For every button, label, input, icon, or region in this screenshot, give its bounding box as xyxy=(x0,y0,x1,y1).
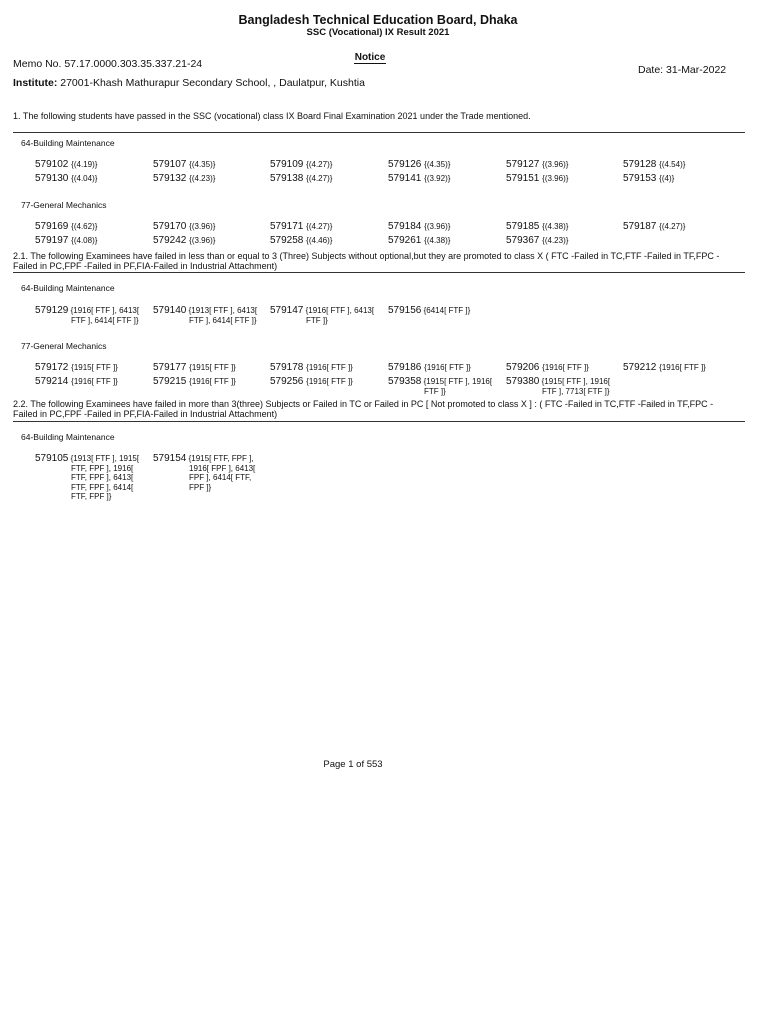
result-entry xyxy=(35,363,118,373)
result-entry xyxy=(506,174,568,184)
result-detail: {(4.35)} xyxy=(424,160,451,169)
result-detail: {1916[ FTF ]} xyxy=(189,377,236,386)
result-detail: {6414[ FTF ]} xyxy=(423,306,471,315)
result-entry xyxy=(153,377,236,387)
roll-number: 579105 xyxy=(35,453,69,464)
roll-number: 579107 xyxy=(153,159,187,170)
roll-number: 579129 xyxy=(35,305,69,316)
roll-number: 579185 xyxy=(506,221,540,232)
exam-title: SSC (Vocational) IX Result 2021 xyxy=(306,27,450,38)
result-detail-continued: FTF ], 6414[ FTF ]} xyxy=(189,315,257,325)
result-detail: {1915[ FTF ], 1916[ xyxy=(541,377,611,386)
roll-number: 579126 xyxy=(388,159,422,170)
result-entry xyxy=(388,174,450,184)
roll-number: 579171 xyxy=(270,221,304,232)
result-entry xyxy=(35,306,151,325)
result-detail: {1916[ FTF ], 6413[ xyxy=(305,306,375,315)
institute-value: 27001-Khash Mathurapur Secondary School, , Daulatpur, Kushtia xyxy=(60,77,365,89)
roll-number: 579380 xyxy=(506,376,540,387)
notice-label: Notice xyxy=(354,52,386,63)
result-detail-continued: FTF ], 6414[ FTF ]} xyxy=(71,315,139,325)
result-entry xyxy=(270,306,386,325)
result-entry xyxy=(388,160,450,170)
result-detail: {(3.96)} xyxy=(424,222,451,231)
roll-number: 579140 xyxy=(153,305,187,316)
result-detail: {(4.38)} xyxy=(542,222,569,231)
page-number: Page 1 of 553 xyxy=(323,759,383,770)
section-passed-text: 1. The following students have passed in the SSC (vocational) class IX Board Final Examination 2021 under the Trade mentioned. xyxy=(13,111,531,121)
roll-number: 579127 xyxy=(506,159,540,170)
result-detail: {1916[ FTF ]} xyxy=(306,377,353,386)
result-detail: {(4.35)} xyxy=(189,160,216,169)
result-detail: {(4.46)} xyxy=(306,236,333,245)
result-detail: {(4.62)} xyxy=(71,222,98,231)
result-detail: {(4.27)} xyxy=(306,222,333,231)
result-entry xyxy=(153,174,215,184)
board-title: Bangladesh Technical Education Board, Dhaka xyxy=(238,13,518,27)
trade-heading: 77-General Mechanics xyxy=(21,341,107,351)
roll-number: 579170 xyxy=(153,221,187,232)
institute-label: Institute: xyxy=(13,77,58,89)
result-entry xyxy=(388,363,471,373)
result-detail: {(4)} xyxy=(659,174,675,183)
result-detail-continued: FTF ], 7713[ FTF ]} xyxy=(542,386,610,396)
section-divider xyxy=(13,421,745,422)
result-entry xyxy=(506,363,589,373)
result-detail-continued: FTF ]} xyxy=(424,386,446,396)
result-detail: {1915[ FTF, FPF ], xyxy=(188,454,254,463)
result-entry xyxy=(388,236,450,246)
result-entry xyxy=(623,160,685,170)
roll-number: 579169 xyxy=(35,221,69,232)
roll-number: 579256 xyxy=(270,376,304,387)
result-detail: {1916[ FTF ]} xyxy=(542,363,589,372)
result-entry xyxy=(35,454,151,502)
result-detail: {1916[ FTF ]} xyxy=(659,363,706,372)
result-entry xyxy=(153,236,215,246)
result-entry xyxy=(35,160,97,170)
result-detail-continued: FPF ], 6414[ FTF, xyxy=(189,473,252,482)
section-not-promoted-text: 2.2. The following Examinees have failed in more than 3(three) Subjects or Failed in TC or Failed in PC [ Not promoted to class X ] : ( FTC -Failed in TC,FTF -Failed in TF,FPC -Failed in PC,FPF -Failed in PF,FIA-Failed in Industrial Attachment) xyxy=(13,399,714,419)
roll-number: 579109 xyxy=(270,159,304,170)
result-detail: {1915[ FTF ]} xyxy=(189,363,236,372)
result-entry xyxy=(270,222,332,232)
roll-number: 579147 xyxy=(270,305,304,316)
result-entry xyxy=(623,222,685,232)
roll-number: 579178 xyxy=(270,362,304,373)
result-entry xyxy=(153,363,236,373)
result-detail: {(4.08)} xyxy=(71,236,98,245)
section-divider xyxy=(13,272,745,273)
roll-number: 579141 xyxy=(388,173,422,184)
result-detail: {1915[ FTF ], 1916[ xyxy=(423,377,493,386)
result-entry xyxy=(153,306,269,325)
result-detail: {(3.96)} xyxy=(189,222,216,231)
roll-number: 579153 xyxy=(623,173,657,184)
result-detail: {1916[ FTF ]} xyxy=(424,363,471,372)
result-detail: {(4.27)} xyxy=(306,174,333,183)
result-detail: {(4.23)} xyxy=(189,174,216,183)
roll-number: 579130 xyxy=(35,173,69,184)
roll-number: 579102 xyxy=(35,159,69,170)
roll-number: 579206 xyxy=(506,362,540,373)
result-detail-continued: FTF, FPF ], 6414[ xyxy=(71,482,134,492)
roll-number: 579172 xyxy=(35,362,69,373)
trade-heading: 77-General Mechanics xyxy=(21,200,107,210)
result-detail: {(4.27)} xyxy=(306,160,333,169)
trade-heading: 64-Building Maintenance xyxy=(21,283,115,293)
result-entry xyxy=(623,174,674,184)
roll-number: 579186 xyxy=(388,362,422,373)
result-entry xyxy=(153,454,269,492)
result-entry xyxy=(35,377,118,387)
result-detail-continued: FTF, FPF ]} xyxy=(71,492,112,501)
roll-number: 579138 xyxy=(270,173,304,184)
roll-number: 579258 xyxy=(270,235,304,246)
result-entry xyxy=(623,363,706,373)
trade-heading: 64-Building Maintenance xyxy=(21,138,115,148)
result-detail: {(3.96)} xyxy=(542,174,569,183)
result-detail-continued: FTF, FPF ], 1916[ xyxy=(71,463,134,473)
roll-number: 579151 xyxy=(506,173,540,184)
result-detail: {(4.27)} xyxy=(659,222,686,231)
roll-number: 579184 xyxy=(388,221,422,232)
result-entry xyxy=(270,160,332,170)
result-detail-continued: FPF ]} xyxy=(189,482,212,492)
result-entry xyxy=(35,236,97,246)
result-entry xyxy=(35,222,97,232)
result-entry xyxy=(506,236,568,246)
result-detail: {1916[ FTF ]} xyxy=(71,377,118,386)
roll-number: 579128 xyxy=(623,159,657,170)
result-entry xyxy=(270,236,332,246)
result-detail-continued: FTF ]} xyxy=(306,315,328,325)
result-detail-continued: 1916[ FPF ], 6413[ xyxy=(189,463,256,473)
result-detail: {(4.04)} xyxy=(71,174,98,183)
roll-number: 579197 xyxy=(35,235,69,246)
result-detail: {1913[ FTF ], 6413[ xyxy=(188,306,258,315)
result-entry xyxy=(270,363,353,373)
roll-number: 579187 xyxy=(623,221,657,232)
trade-heading: 64-Building Maintenance xyxy=(21,432,115,442)
roll-number: 579156 xyxy=(388,305,422,316)
roll-number: 579214 xyxy=(35,376,69,387)
roll-number: 579132 xyxy=(153,173,187,184)
result-detail: {1915[ FTF ]} xyxy=(71,363,118,372)
result-detail: {(4.23)} xyxy=(542,236,569,245)
result-entry xyxy=(388,306,504,316)
result-detail-continued: FTF, FPF ], 6413[ xyxy=(71,473,134,482)
institute-line xyxy=(13,77,365,89)
result-entry xyxy=(388,222,450,232)
notice-date: Date: 31-Mar-2022 xyxy=(638,64,727,76)
result-detail: {(3.96)} xyxy=(542,160,569,169)
section-promoted-text: 2.1. The following Examinees have failed in less than or equal to 3 (Three) Subjects without optional,but they are promoted to class X ( FTC -Failed in TC,FTF -Failed in TF,FPC -Failed in PC,FPF -Failed in PF,FIA-Failed in Industrial Attachment) xyxy=(13,251,720,271)
result-entry xyxy=(388,377,504,396)
roll-number: 579358 xyxy=(388,376,422,387)
result-entry xyxy=(35,174,97,184)
result-entry xyxy=(506,377,622,396)
result-entry xyxy=(270,377,353,387)
result-detail: {(3.92)} xyxy=(424,174,451,183)
section-divider xyxy=(13,132,745,133)
result-detail: {1916[ FTF ], 6413[ xyxy=(70,306,140,315)
result-entry xyxy=(153,222,215,232)
result-detail: {1913[ FTF ], 1915[ xyxy=(70,454,140,463)
roll-number: 579154 xyxy=(153,453,187,464)
result-detail: {(3.96)} xyxy=(189,236,216,245)
result-entry xyxy=(270,174,332,184)
result-entry xyxy=(506,222,568,232)
roll-number: 579215 xyxy=(153,376,187,387)
roll-number: 579261 xyxy=(388,235,422,246)
result-entry xyxy=(153,160,215,170)
roll-number: 579177 xyxy=(153,362,187,373)
roll-number: 579367 xyxy=(506,235,540,246)
result-detail: {(4.54)} xyxy=(659,160,686,169)
result-entry xyxy=(506,160,568,170)
roll-number: 579212 xyxy=(623,362,657,373)
result-detail: {(4.19)} xyxy=(71,160,98,169)
result-detail: {(4.38)} xyxy=(424,236,451,245)
result-detail: {1916[ FTF ]} xyxy=(306,363,353,372)
memo-number: Memo No. 57.17.0000.303.35.337.21-24 xyxy=(13,58,203,70)
roll-number: 579242 xyxy=(153,235,187,246)
